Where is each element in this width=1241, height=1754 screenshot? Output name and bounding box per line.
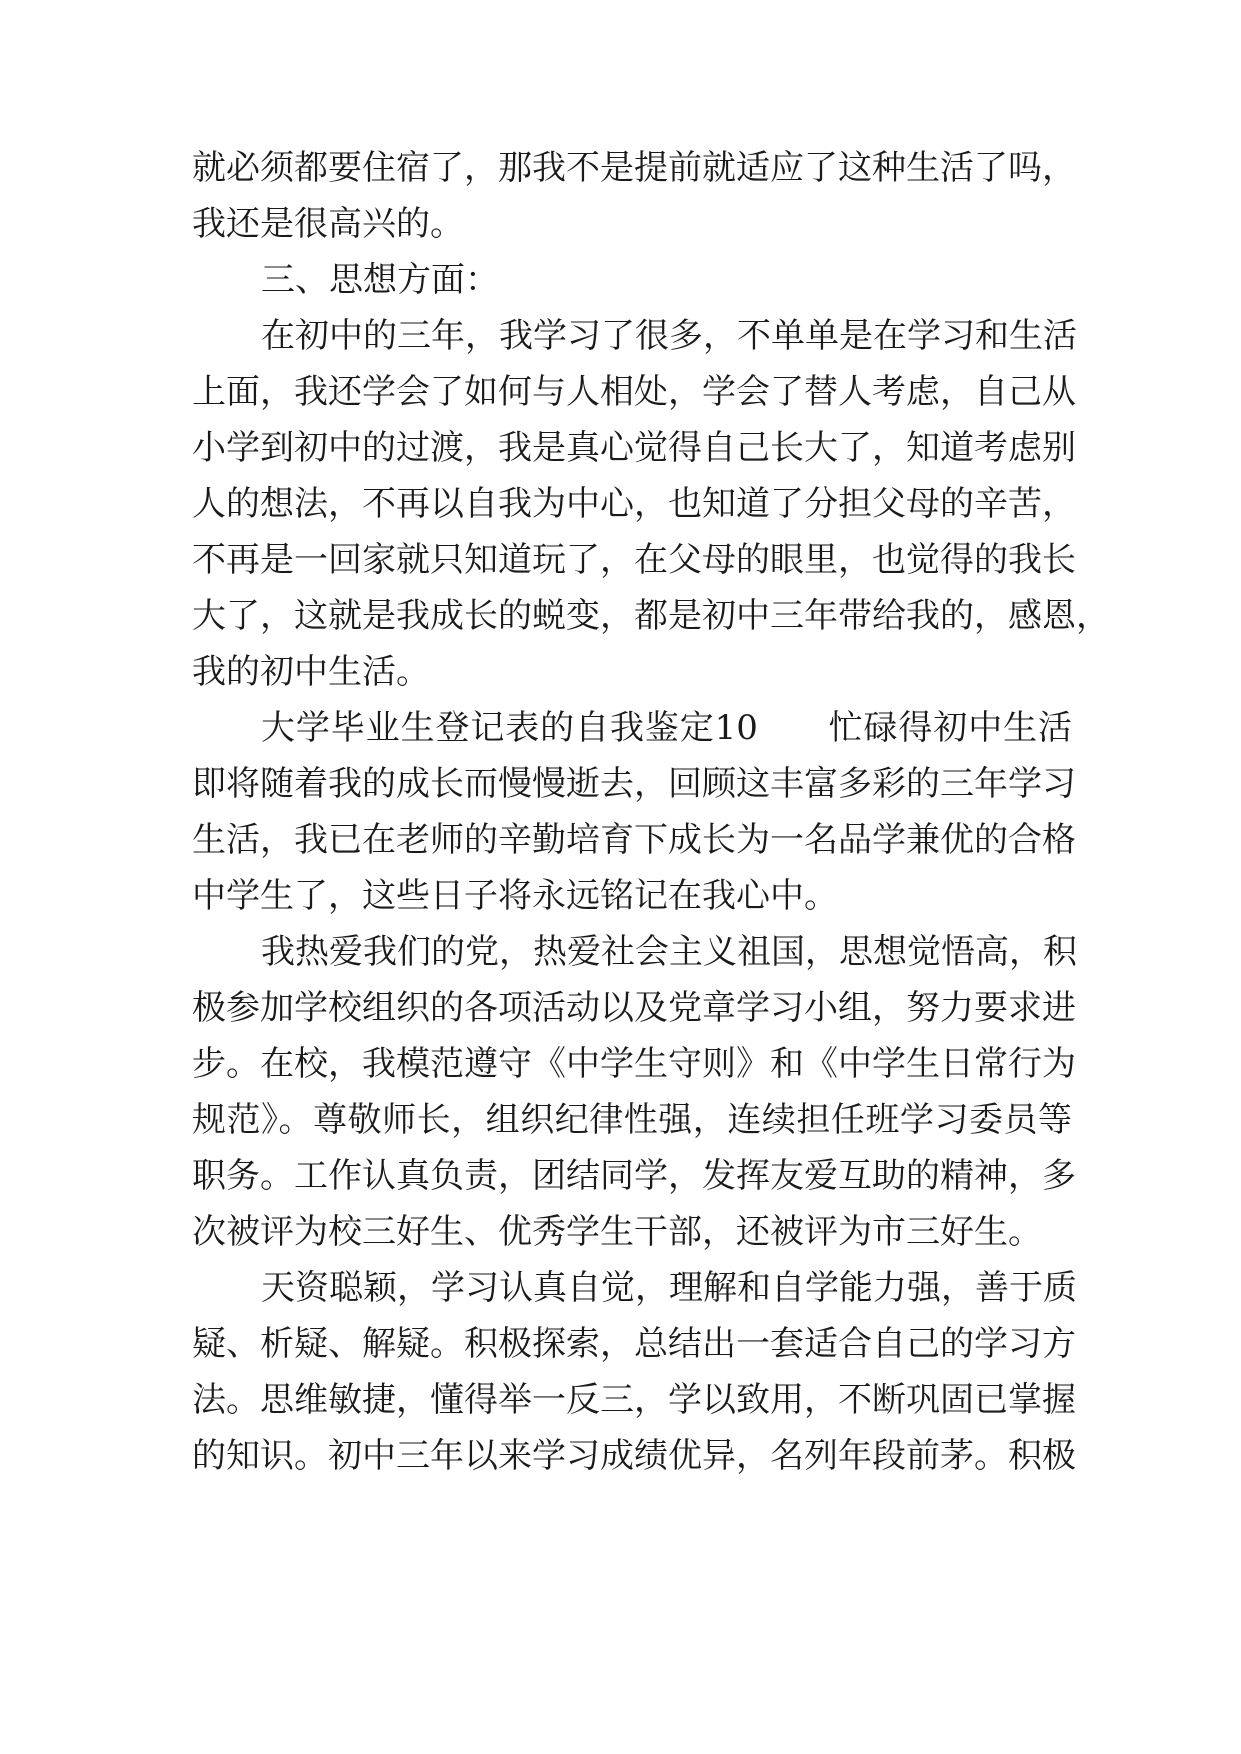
text-line: 我热爱我们的党，热爱社会主义祖国，思想觉悟高，积 xyxy=(261,932,1077,972)
text-line: 天资聪颖，学习认真自觉，理解和自学能力强，善于质 xyxy=(261,1268,1077,1308)
text-line: 人的想法，不再以自我为中心，也知道了分担父母的辛苦， xyxy=(192,484,1076,524)
text-line: 即将随着我的成长而慢慢逝去，回顾这丰富多彩的三年学习 xyxy=(192,764,1076,804)
text-line: 疑、析疑、解疑。积极探索，总结出一套适合自己的学习方 xyxy=(192,1324,1076,1364)
text-line: 大学毕业生登记表的自我鉴定10 忙碌得初中生活 xyxy=(261,708,1072,748)
text-line: 小学到初中的过渡，我是真心觉得自己长大了，知道考虑别 xyxy=(192,428,1076,468)
text-line: 极参加学校组织的各项活动以及党章学习小组，努力要求进 xyxy=(192,988,1076,1028)
text-line: 次被评为校三好生、优秀学生干部，还被评为市三好生。 xyxy=(192,1212,1042,1252)
text-line: 不再是一回家就只知道玩了，在父母的眼里，也觉得的我长 xyxy=(192,540,1076,580)
text-line: 我还是很高兴的。 xyxy=(192,204,464,244)
text-line: 就必须都要住宿了，那我不是提前就适应了这种生活了吗， xyxy=(192,148,1076,188)
section-heading: 三、思想方面： xyxy=(261,260,499,300)
text-line: 大了，这就是我成长的蜕变，都是初中三年带给我的，感恩， xyxy=(192,596,1110,636)
text-line: 职务。工作认真负责，团结同学，发挥友爱互助的精神，多 xyxy=(192,1156,1076,1196)
text-line: 我的初中生活。 xyxy=(192,652,430,692)
text-line: 的知识。初中三年以来学习成绩优异，名列年段前茅。积极 xyxy=(192,1436,1076,1476)
text-line: 中学生了，这些日子将永远铭记在我心中。 xyxy=(192,876,838,916)
text-line: 规范》。尊敬师长，组织纪律性强，连续担任班学习委员等 xyxy=(192,1100,1072,1140)
text-line: 上面，我还学会了如何与人相处，学会了替人考虑，自己从 xyxy=(192,372,1076,412)
text-line: 法。思维敏捷，懂得举一反三，学以致用，不断巩固已掌握 xyxy=(192,1380,1076,1420)
text-line: 步。在校，我模范遵守《中学生守则》和《中学生日常行为 xyxy=(192,1044,1076,1084)
text-line: 在初中的三年，我学习了很多，不单单是在学习和生活 xyxy=(261,316,1077,356)
text-line: 生活，我已在老师的辛勤培育下成长为一名品学兼优的合格 xyxy=(192,820,1076,860)
